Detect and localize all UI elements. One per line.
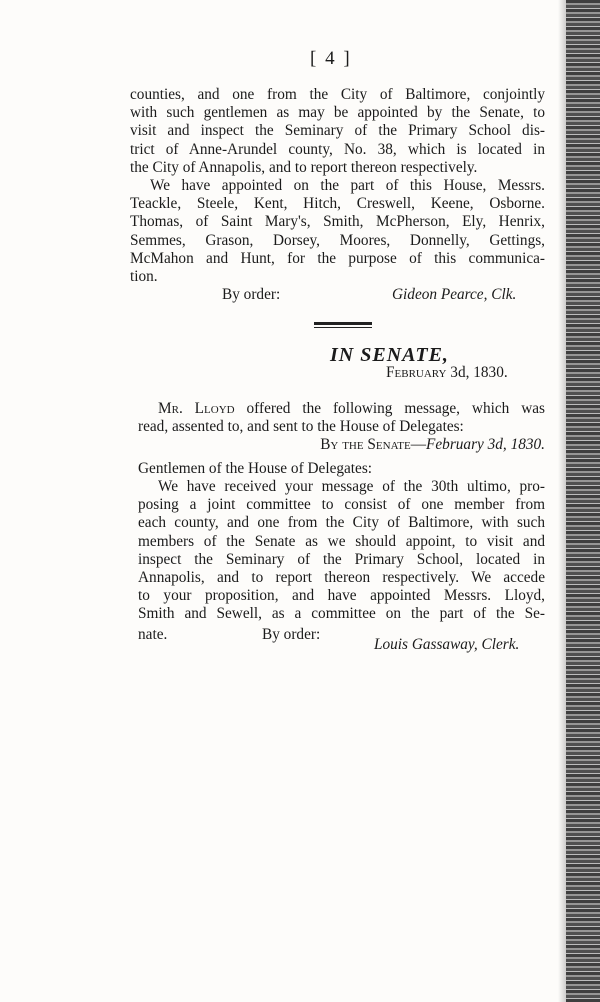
text-line: inspect the Seminary of the Primary School, located in <box>138 550 545 568</box>
text-line: visit and inspect the Seminary of the Primary School dis- <box>130 122 545 140</box>
text-line: the City of Annapolis, and to report thereon respectively. <box>130 158 478 176</box>
house-clerk-signature: Gideon Pearce, Clk. <box>392 286 517 303</box>
senate-message <box>138 478 545 624</box>
text-line: to your proposition, and have appointed Messrs. Lloyd, <box>138 587 545 605</box>
book-binding-edge <box>566 0 600 1002</box>
last-word: nate. <box>138 626 168 643</box>
text-line: with such gentlemen as may be appointed by the Senate, to <box>130 104 545 122</box>
text-line: each county, and one from the City of Baltimore, with such <box>138 514 545 532</box>
page-edge-shadow <box>558 0 566 1002</box>
senate-clerk-signature: Louis Gassaway, Clerk. <box>374 636 520 653</box>
senate-by-order: By order: <box>262 626 321 643</box>
page-number: [ 4 ] <box>310 48 352 69</box>
text-line: We have received your message of the 30th ultimo, pro- <box>158 478 545 495</box>
text-line: counties, and one from the City of Baltimore, conjointly <box>130 86 545 103</box>
senate-date-month: February <box>386 364 447 381</box>
by-the-senate-date: February 3d, 1830. <box>426 436 545 454</box>
text-line: Teackle, Steele, Kent, Hitch, Creswell, Keene, Osborne. <box>130 195 545 213</box>
senate-heading: IN SENATE, <box>330 344 449 366</box>
by-the-senate-line <box>138 436 545 454</box>
section-divider-thin <box>314 327 372 328</box>
text-line: tion. <box>130 268 158 286</box>
senate-intro <box>138 400 545 455</box>
text-line: trict of Anne-Arundel county, No. 38, which is located in <box>130 140 545 158</box>
salutation: Gentlemen of the House of Delegates: <box>138 460 373 477</box>
text-line: members of the Senate as we should appoint, to visit and <box>138 532 545 550</box>
text-line: Thomas, of Saint Mary's, Smith, McPherson, Ely, Henrix, <box>130 213 545 231</box>
senate-date <box>386 364 508 382</box>
intro-text: offered the following message, which was <box>246 400 546 417</box>
text-line: posing a joint committee to consist of one member from <box>138 496 545 514</box>
senate-date-rest: 3d, 1830. <box>450 364 508 381</box>
text-line: Semmes, Grason, Dorsey, Moores, Donnelly, Gettings, <box>130 231 545 249</box>
by-the-senate: By the Senate— <box>320 436 427 454</box>
section-divider <box>314 322 372 325</box>
text-line: read, assented to, and sent to the House of Delegates: <box>138 418 464 436</box>
senator-name: Mr. Lloyd <box>158 400 235 417</box>
text-line: We have appointed on the part of this House, Messrs. <box>150 177 545 195</box>
house-message-continuation <box>130 86 545 286</box>
text-line: McMahon and Hunt, for the purpose of this communica- <box>130 249 545 267</box>
house-by-order: By order: <box>222 286 281 303</box>
text-line <box>138 400 545 418</box>
text-line: Smith and Sewell, as a committee on the part of the Se- <box>138 605 545 623</box>
text-line: Annapolis, and to report thereon respectively. We accede <box>138 569 545 587</box>
